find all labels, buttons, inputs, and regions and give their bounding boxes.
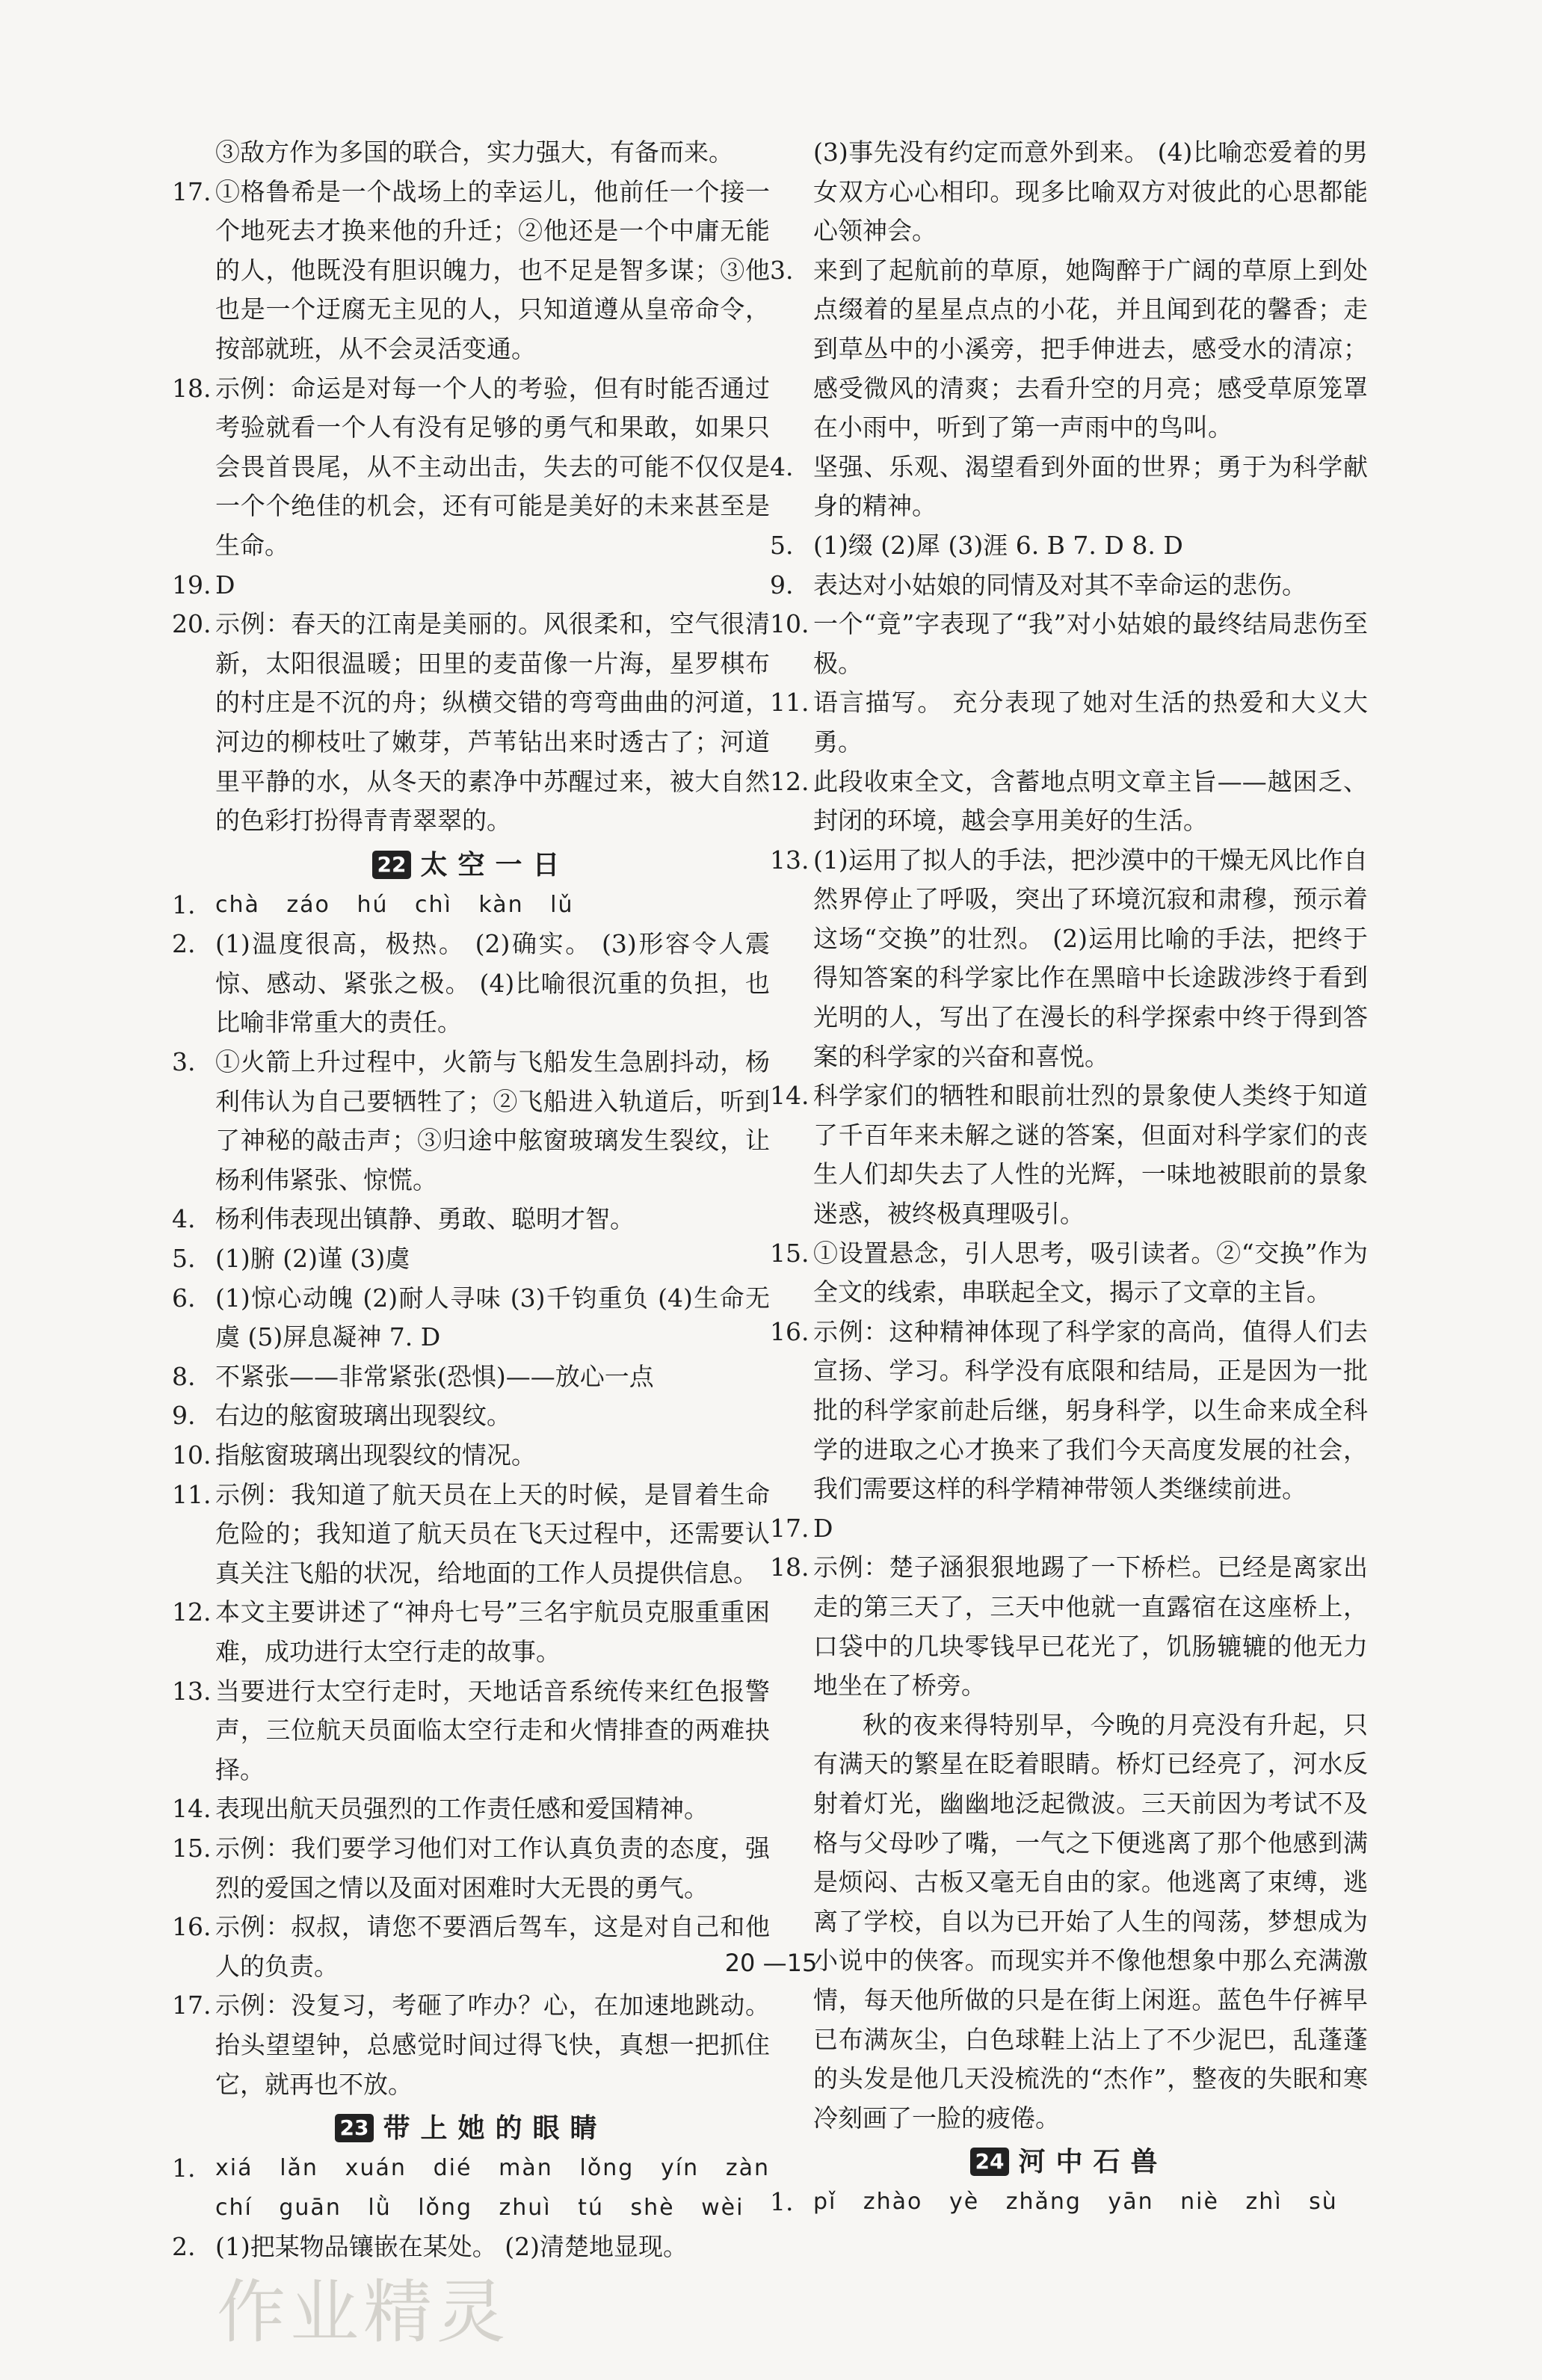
item-number: 19. (172, 570, 212, 599)
item-text: ①火箭上升过程中，火箭与飞船发生急剧抖动，杨利伟认为自己要牺牲了；②飞船进入轨道后，听到了神秘的敲击声；③归途中舷窗玻璃发生裂纹，让杨利伟紧张、惊慌。 (215, 1047, 770, 1194)
pinyin-answer (172, 2149, 770, 2228)
item-text: 科学家们的牺牲和眼前壮烈的景象使人类终于知道了千百年来未解之谜的答案，但面对科学家们的丧生人们却失去了人性的光辉，一味地被眼前的景象迷惑，被终极真理吸引。 (813, 1081, 1368, 1229)
item-text: D (215, 570, 235, 599)
item-text: ①设置悬念，引人思考，吸引读者。②“交换”作为全文的线索，串联起全文，揭示了文章的主旨。 (813, 1238, 1368, 1307)
answer-item (172, 1593, 770, 1671)
item-number: 17. (770, 1513, 809, 1543)
section-heading (172, 2109, 770, 2149)
item-text: (1)腑 (2)谨 (3)虞 (215, 1244, 410, 1274)
answer-item (770, 133, 1368, 251)
item-text: 语言描写。 充分表现了她对生活的热爱和大义大勇。 (813, 688, 1368, 756)
watermark-logo: 作业精灵 (217, 2272, 511, 2352)
item-number: 16. (770, 1316, 809, 1346)
item-number: 5. (172, 1244, 196, 1274)
item-text: (1)运用了拟人的手法，把沙漠中的干燥无风比作自然界停止了呼吸，突出了环境沉寂和肃穆，预示着这场“交换”的壮烈。 (2)运用比喻的手法，把终于得知答案的科学家比作在黑暗中长途跋涉终于看到光明的人，写出了在漫长的科学探索中终于得到答案的科学家的兴奋和喜悦。 (813, 845, 1368, 1071)
item-number: 5. (770, 530, 794, 560)
answer-item (172, 1789, 770, 1829)
item-number: 11. (770, 688, 809, 718)
answer-item (172, 1986, 770, 2104)
item-number: 12. (770, 766, 809, 796)
item-text: D (813, 1513, 833, 1543)
item-text: 示例：没复习，考砸了咋办？心，在加速地跳动。抬头望望钟，总感觉时间过得飞快，真想一把抓住它，就再也不放。 (215, 1991, 770, 2099)
item-number: 8. (172, 1361, 196, 1391)
item-text: ①格鲁希是一个战场上的幸运儿，他前任一个接一个地死去才换来他的升迁；②他还是一个中庸无能的人，他既没有胆识魄力，也不足是智多谋；③他也是一个迂腐无主见的人，只知道遵从皇帝命令，按部就班，从不会灵活变通。 (215, 176, 770, 363)
item-number: 13. (770, 845, 809, 875)
answer-item (770, 526, 1368, 566)
section-heading (172, 845, 770, 886)
answer-item (172, 1239, 770, 1279)
answer-item (172, 925, 770, 1043)
pinyin-answer (770, 2183, 1368, 2222)
item-text: 来到了起航前的草原，她陶醉于广阔的草原上到处点缀着的星星点点的小花，并且闻到花的馨香；走到草丛中的小溪旁，把手伸进去，感受水的清凉；感受微风的清爽；去看升空的月亮；感受草原笼罩在小雨中，听到了第一声雨中的鸟叫。 (813, 255, 1368, 443)
left-column (172, 133, 770, 2267)
item-number: 3. (172, 1047, 196, 1077)
item-text: 本文主要讲述了“神舟七号”三名宇航员克服重重困难，成功进行太空行走的故事。 (215, 1597, 770, 1666)
answer-item (770, 1548, 1368, 1705)
item-text: (1)把某物品镶嵌在某处。 (2)清楚地显现。 (215, 2232, 688, 2262)
item-number: 2. (172, 929, 196, 959)
item-text: 示例：我们要学习他们对工作认真负责的态度，强烈的爱国之情以及面对困难时大无畏的勇气。 (215, 1833, 770, 1902)
item-number: 17. (172, 1991, 212, 2020)
item-number: 18. (172, 373, 212, 403)
item-text: (1)缀 (2)犀 (3)涯 6. B 7. D 8. D (813, 530, 1183, 560)
item-number: 4. (770, 451, 794, 481)
item-text: (3)事先没有约定而意外到来。 (4)比喻恋爱着的男女双方心心相印。现多比喻双方对彼此的心思都能心领神会。 (813, 138, 1368, 246)
lesson-title: 太空一日 (420, 849, 570, 881)
section-heading (770, 2142, 1368, 2183)
answer-item (172, 1436, 770, 1476)
page-number: 20 —15 (724, 1949, 818, 1977)
item-text: 杨利伟表现出镇静、勇敢、聪明才智。 (215, 1204, 635, 1234)
pinyin-answer (172, 886, 770, 925)
item-text: 一个“竟”字表现了“我”对小姑娘的最终结局悲伤至极。 (813, 609, 1368, 678)
item-number: 10. (172, 1440, 212, 1470)
answer-item (172, 605, 770, 841)
item-number: 15. (770, 1238, 809, 1268)
item-number: 11. (172, 1479, 212, 1509)
item-number: 1. (770, 2187, 794, 2217)
item-number: 14. (770, 1081, 809, 1111)
answer-item (770, 605, 1368, 683)
item-text: 示例：叔叔，请您不要酒后驾车，这是对自己和他人的负责。 (215, 1912, 770, 1981)
item-number: 14. (172, 1794, 212, 1824)
item-number: 18. (770, 1553, 809, 1582)
item-text: 示例：楚子涵狠狠地踢了一下桥栏。已经是离家出走的第三天了，三天中他就一直露宿在这座桥上，口袋中的几块零钱早已花光了，饥肠辘辘的他无力地坐在了桥旁。 (813, 1553, 1368, 1701)
item-text: 示例：我知道了航天员在上天的时候，是冒着生命危险的；我知道了航天员在飞天过程中，还需要认真关注飞船的状况，给地面的工作人员提供信息。 (215, 1479, 770, 1588)
right-column (770, 133, 1368, 2222)
item-number: 16. (172, 1912, 212, 1942)
lesson-number-badge: 23 (335, 2114, 374, 2142)
item-number: 20. (172, 609, 212, 639)
item-number: 1. (172, 890, 196, 919)
item-number: 6. (172, 1283, 196, 1313)
answer-item (172, 173, 770, 369)
item-number: 3. (770, 255, 794, 285)
answer-item (172, 1043, 770, 1200)
answer-item (172, 566, 770, 605)
item-text: 此段收束全文，含蓄地点明文章主旨——越困乏、封闭的环境，越会享用美好的生活。 (813, 766, 1368, 836)
item-text: (1)温度很高，极热。 (2)确实。 (3)形容令人震惊、感动、紧张之极。 (4)比喻很沉重的负担，也比喻非常重大的责任。 (215, 929, 770, 1038)
item-number: 10. (770, 609, 809, 639)
item-text: 坚强、乐观、渴望看到外面的世界；勇于为科学献身的精神。 (813, 451, 1368, 521)
item-text: 示例：春天的江南是美丽的。风很柔和，空气很清新，太阳很温暖；田里的麦苗像一片海，星罗棋布的村庄是不沉的舟；纵横交错的弯弯曲曲的河道，河边的柳枝吐了嫩芽，芦苇钻出来时透古了；河道里平静的水，从冬天的素净中苏醒过来，被大自然的色彩打扮得青青翠翠的。 (215, 609, 770, 836)
lesson-number-badge: 22 (372, 851, 412, 879)
item-number: 13. (172, 1676, 212, 1706)
answer-item (172, 369, 770, 566)
item-number: 12. (172, 1597, 212, 1627)
lesson-title: 河中石兽 (1018, 2147, 1168, 2178)
answer-item (172, 1200, 770, 1239)
answer-item (770, 1509, 1368, 1549)
item-text: xiá lǎn xuán dié màn lǒng yín zàn chí guān lǜ lǒng zhuì tú shè wèi (215, 2155, 770, 2221)
answer-item (172, 1279, 770, 1357)
item-text: 示例：命运是对每一个人的考验，但有时能否通过考验就看一个人有没有足够的勇气和果敢，如果只会畏首畏尾，从不主动出击，失去的可能不仅仅是一个个绝佳的机会，还有可能是美好的未来甚至是生命。 (215, 373, 770, 560)
item-number: 9. (172, 1401, 196, 1431)
answer-item (770, 251, 1368, 448)
answer-item (172, 1396, 770, 1436)
item-number: 1. (172, 2154, 196, 2183)
item-text: 当要进行太空行走时，天地话音系统传来红色报警声，三位航天员面临太空行走和火情排查的两难抉择。 (215, 1676, 770, 1784)
item-text: 表达对小姑娘的同情及对其不幸命运的悲伤。 (813, 570, 1307, 599)
answer-item (172, 1476, 770, 1594)
answer-item (770, 1234, 1368, 1313)
answer-item (770, 841, 1368, 1077)
item-number: 4. (172, 1204, 196, 1234)
item-number: 2. (172, 2232, 196, 2262)
item-text: 不紧张——非常紧张(恐惧)——放心一点 (215, 1361, 654, 1391)
answer-item (172, 1357, 770, 1397)
answer-item (770, 566, 1368, 605)
item-number: 9. (770, 570, 794, 599)
answer-item (172, 1672, 770, 1790)
answer-item (172, 133, 770, 173)
item-text: 表现出航天员强烈的工作责任感和爱国精神。 (215, 1794, 709, 1824)
answer-item (172, 1829, 770, 1908)
lesson-title: 带上她的眼睛 (383, 2113, 608, 2145)
item-text: 右边的舷窗玻璃出现裂纹。 (215, 1401, 511, 1431)
item-number: 15. (172, 1833, 212, 1863)
item-text: pǐ zhào yè zhǎng yān niè zhì sù (813, 2189, 1338, 2216)
answer-item (770, 1076, 1368, 1233)
answer-item (770, 683, 1368, 762)
item-text: chà záo hú chì kàn lǔ (215, 891, 574, 918)
item-text: ③敌方作为多国的联合，实力强大，有备而来。 (215, 138, 733, 167)
answer-paragraph: 秋的夜来得特别早，今晚的月亮没有升起，只有满天的繁星在眨着眼睛。桥灯已经亮了，河水反射着灯光，幽幽地泛起微波。三天前因为考试不及格与父母吵了嘴，一气之下便逃离了那个他感到满是烦闷、古板又毫无自由的家。他逃离了束缚，逃离了学校，自以为已开始了人生的闯荡，梦想成为小说中的侠客。而现实并不像他想象中那么充满激情，每天他所做的只是在街上闲逛。蓝色牛仔裤早已布满灰尘，白色球鞋上沾上了不少泥巴，乱蓬蓬的头发是他几天没梳洗的“杰作”，整夜的失眠和寒冷刻画了一脸的疲倦。 (813, 1710, 1368, 2133)
answer-item (770, 448, 1368, 526)
item-text: 指舷窗玻璃出现裂纹的情况。 (215, 1440, 536, 1470)
lesson-number-badge: 24 (970, 2148, 1010, 2176)
answer-item (770, 1313, 1368, 1509)
item-text: (1)惊心动魄 (2)耐人寻味 (3)千钧重负 (4)生命无虞 (5)屏息凝神 7. D (215, 1283, 770, 1352)
item-number: 17. (172, 176, 212, 206)
answer-item (770, 762, 1368, 841)
item-text: 示例：这种精神体现了科学家的高尚，值得人们去宣扬、学习。科学没有底限和结局，正是因为一批批的科学家前赴后继，躬身科学，以生命来成全科学的进取之心才换来了我们今天高度发展的社会，我们需要这样的科学精神带领人类继续前进。 (813, 1316, 1368, 1504)
